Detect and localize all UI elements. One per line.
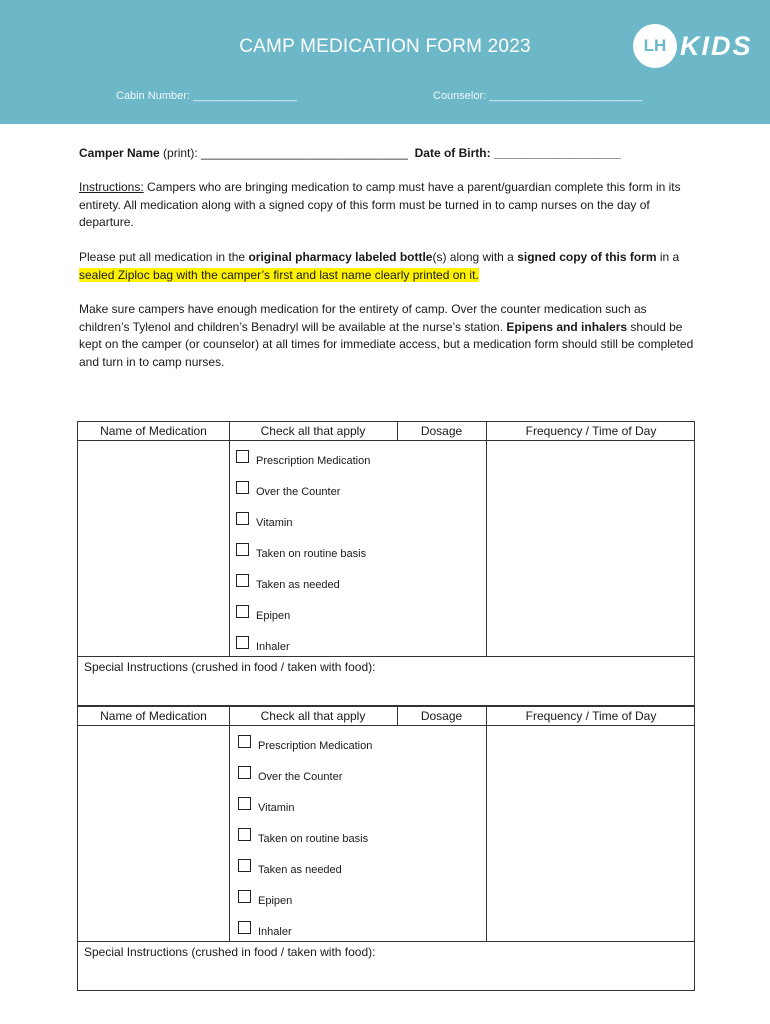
instructions-paragraph: [79, 179, 699, 232]
col-frequency: Frequency / Time of Day: [525, 709, 657, 723]
checkbox-prescription[interactable]: [236, 450, 249, 463]
checkbox-as-needed[interactable]: [238, 859, 251, 872]
lh-kids-logo: [633, 24, 753, 68]
special-divider: [78, 656, 694, 657]
checkbox-epipen[interactable]: [238, 890, 251, 903]
checkbox-prescription[interactable]: [238, 735, 251, 748]
checkbox-vitamin[interactable]: [236, 512, 249, 525]
option-label: Taken on routine basis: [258, 833, 369, 845]
highlighted-ziploc-text: sealed Ziploc bag with the camper’s first and last name clearly printed on it.: [79, 267, 479, 282]
medication-table-1: [77, 421, 695, 706]
otc-text-1: Make sure campers have enough medication for the entirety of camp. Over the counter medication such as children’s Tylenol and children’s Benadryl will be available at the nurse’s station.: [79, 302, 647, 334]
camper-name-field[interactable]: (print): _______________________________: [159, 146, 408, 160]
cabin-number-field[interactable]: Cabin Number: _________________: [116, 90, 298, 102]
option-label: Epipen: [256, 610, 291, 622]
option-label: Over the Counter: [256, 486, 341, 498]
checkbox-as-needed[interactable]: [236, 574, 249, 587]
checkbox-routine[interactable]: [236, 543, 249, 556]
option-label: Inhaler: [256, 641, 290, 653]
logo-text: KIDS: [680, 31, 753, 61]
option-label: Prescription Medication: [256, 455, 371, 467]
checkbox-over-the-counter[interactable]: [236, 481, 249, 494]
packaging-paragraph: [79, 249, 699, 284]
option-label: Vitamin: [258, 802, 295, 814]
medication-table-2: [77, 706, 695, 991]
checkbox-epipen[interactable]: [236, 605, 249, 618]
form-title: CAMP MEDICATION FORM 2023: [239, 36, 531, 57]
date-of-birth-field[interactable]: Date of Birth: ___________________: [414, 146, 621, 160]
option-label: Taken as needed: [258, 864, 342, 876]
packaging-text-1: Please put all medication in the: [79, 250, 249, 264]
instructions-label: Instructions:: [79, 180, 144, 194]
special-instructions-label: Special Instructions (crushed in food / taken with food):: [84, 945, 376, 959]
epipens-inhalers-bold: Epipens and inhalers: [506, 319, 628, 334]
camper-name-label: Camper Name: [79, 146, 160, 160]
checkbox-inhaler[interactable]: [238, 921, 251, 934]
checkbox-vitamin[interactable]: [238, 797, 251, 810]
packaging-text-2: (s) along with a: [432, 250, 518, 264]
col-name-of-medication: Name of Medication: [100, 709, 207, 723]
otc-text-2: should be kept on the camper (or counselor) at all times for immediate access, but a medication form should still be completed and turn in to camp nurses.: [79, 319, 694, 369]
header-banner: [0, 0, 770, 124]
otc-paragraph: [79, 301, 699, 371]
instructions-text: Campers who are bringing medication to camp must have a parent/guardian complete this form in its entirety. All medication along with a signed copy of this form must be turned in to camp nurses on the day of departure.: [79, 180, 681, 229]
special-instructions-label: Special Instructions (crushed in food / taken with food):: [84, 660, 376, 674]
checkbox-inhaler[interactable]: [236, 636, 249, 649]
col-divider: [486, 422, 487, 657]
logo-circle: LH: [633, 24, 677, 68]
option-label: Vitamin: [256, 517, 293, 529]
checkbox-over-the-counter[interactable]: [238, 766, 251, 779]
col-frequency: Frequency / Time of Day: [525, 424, 657, 438]
option-label: Taken as needed: [256, 579, 340, 591]
option-label: Over the Counter: [258, 771, 343, 783]
col-divider: [229, 422, 230, 657]
counselor-field[interactable]: Counselor: _________________________: [433, 90, 643, 102]
col-divider: [486, 707, 487, 942]
camper-info-line: [79, 145, 699, 163]
checkbox-routine[interactable]: [238, 828, 251, 841]
col-check-all: Check all that apply: [260, 709, 366, 723]
col-divider: [229, 707, 230, 942]
col-check-all: Check all that apply: [260, 424, 366, 438]
packaging-bold-2: signed copy of this form: [517, 250, 657, 264]
option-label: Epipen: [258, 895, 293, 907]
packaging-bold-1: original pharmacy labeled bottle: [248, 250, 433, 264]
packaging-text-3: in a: [656, 250, 680, 264]
option-label: Taken on routine basis: [256, 548, 367, 560]
option-label: Inhaler: [258, 926, 292, 938]
col-dosage: Dosage: [420, 424, 463, 438]
option-label: Prescription Medication: [258, 740, 373, 752]
special-divider: [78, 941, 694, 942]
col-dosage: Dosage: [420, 709, 463, 723]
col-name-of-medication: Name of Medication: [100, 424, 207, 438]
